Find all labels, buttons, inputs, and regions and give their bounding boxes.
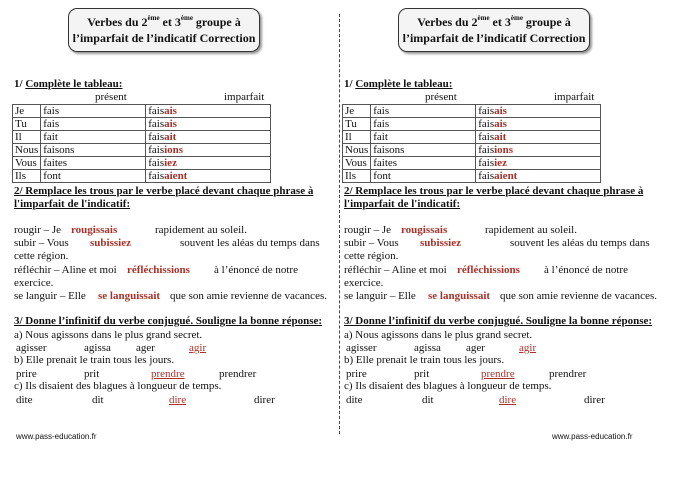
worksheet-right — [330, 0, 660, 480]
sentence-3-end: à l’énoncé de notre — [544, 264, 628, 276]
sentence-2-end: souvent les aléas du temps dans — [510, 237, 650, 249]
conjugation-table — [342, 104, 601, 183]
imparfait-form: faisaient — [476, 170, 601, 183]
present-form: font — [41, 170, 146, 183]
imparfait-form: faisait — [146, 131, 271, 144]
pronoun: Je — [13, 105, 41, 118]
answer-1: rougissais — [401, 224, 448, 236]
answer-1: rougissais — [71, 224, 118, 236]
imparfait-form: faisiez — [476, 157, 601, 170]
worksheet-left — [0, 0, 330, 480]
question-b: b) Elle prenait le train tous les jours. — [344, 354, 505, 366]
sentence-2-cont: cette région. — [14, 250, 69, 262]
exercise-3-heading: 3/ Donne l’infinitif du verbe conjugué. Souligne la bonne réponse: — [14, 315, 323, 327]
present-form: faisons — [371, 144, 476, 157]
sentence-1: rougir – Je — [14, 224, 62, 236]
sentence-3-cont: exercice. — [344, 277, 384, 289]
sentence-2-end: souvent les aléas du temps dans — [180, 237, 320, 249]
option[interactable]: agissa — [84, 342, 111, 354]
imparfait-form: faisiez — [146, 157, 271, 170]
question-c: c) Ils disaient des blagues à longueur de temps. — [344, 380, 552, 392]
sentence-1: rougir – Je — [344, 224, 392, 236]
option[interactable]: prendrer — [219, 368, 257, 380]
option-correct[interactable]: dire — [499, 394, 517, 406]
present-form: fait — [371, 131, 476, 144]
pronoun: Vous — [13, 157, 41, 170]
option[interactable]: dite — [346, 394, 363, 406]
option[interactable]: prire — [346, 368, 367, 380]
column-imparfait: imparfait — [554, 91, 595, 103]
table-row — [13, 157, 271, 170]
pronoun: Tu — [13, 118, 41, 131]
ending: ais — [494, 105, 507, 117]
exercise-2-heading: 2/ Remplace les trous par le verbe placé devant chaque phrase à l'imparfait de l'indicatif: — [344, 185, 644, 210]
question-a: a) Nous agissons dans le plus grand secret. — [344, 329, 533, 341]
imparfait-form: faisions — [146, 144, 271, 157]
present-form: fais — [41, 118, 146, 131]
column-present: présent — [425, 91, 457, 103]
sentence-4-end: que son amie revienne de vacances. — [500, 290, 657, 302]
table-row — [343, 157, 601, 170]
option[interactable]: ager — [466, 342, 485, 354]
imparfait-form: faisais — [146, 105, 271, 118]
answer-2: subissiez — [90, 237, 131, 249]
option[interactable]: dit — [92, 394, 104, 406]
footer-url: www.pass-education.fr — [552, 432, 633, 441]
pronoun: Nous — [13, 144, 41, 157]
exercise-3-heading: 3/ Donne l’infinitif du verbe conjugué. Souligne la bonne réponse: — [344, 315, 653, 327]
pronoun: Ils — [13, 170, 41, 183]
pronoun: Vous — [343, 157, 371, 170]
ending: iez — [494, 157, 507, 169]
pronoun: Tu — [343, 118, 371, 131]
table-row — [343, 170, 601, 183]
sentence-2: subir – Vous — [14, 237, 69, 249]
sentence-2: subir – Vous — [344, 237, 399, 249]
ending: aient — [494, 170, 518, 182]
option-correct[interactable]: prendre — [151, 368, 185, 380]
option-correct[interactable]: agir — [519, 342, 537, 354]
question-a: a) Nous agissons dans le plus grand secret. — [14, 329, 203, 341]
option-correct[interactable]: agir — [189, 342, 207, 354]
imparfait-form: faisait — [476, 131, 601, 144]
title-box: Verbes du 2ème et 3ème groupe à l’imparfait de l’indicatif Correction — [398, 8, 590, 52]
pronoun: Je — [343, 105, 371, 118]
present-form: fais — [371, 118, 476, 131]
imparfait-form: faisions — [476, 144, 601, 157]
answer-4: se languissait — [428, 290, 491, 302]
table-row — [343, 144, 601, 157]
present-form: fais — [41, 105, 146, 118]
imparfait-form: faisais — [476, 118, 601, 131]
table-row — [343, 131, 601, 144]
option[interactable]: direr — [584, 394, 605, 406]
pronoun: Nous — [343, 144, 371, 157]
table-row — [13, 170, 271, 183]
pronoun: Ils — [343, 170, 371, 183]
table-row — [343, 118, 601, 131]
pronoun: Il — [13, 131, 41, 144]
ending: ais — [164, 118, 177, 130]
sentence-1-end: rapidement au soleil. — [485, 224, 577, 236]
title-box: Verbes du 2ème et 3ème groupe à l’imparfait de l’indicatif Correction — [68, 8, 260, 52]
option[interactable]: direr — [254, 394, 275, 406]
imparfait-form: faisaient — [146, 170, 271, 183]
ending: aient — [164, 170, 188, 182]
option[interactable]: agisser — [16, 342, 47, 354]
option[interactable]: agissa — [414, 342, 441, 354]
sentence-3: réfléchir – Aline et moi — [14, 264, 117, 276]
option-correct[interactable]: dire — [169, 394, 187, 406]
ending: ais — [494, 118, 507, 130]
option[interactable]: prendrer — [549, 368, 587, 380]
answer-2: subissiez — [420, 237, 461, 249]
sentence-3-end: à l’énoncé de notre — [214, 264, 298, 276]
present-form: faites — [371, 157, 476, 170]
sentence-4-end: que son amie revienne de vacances. — [170, 290, 327, 302]
table-row — [343, 105, 601, 118]
conjugation-table — [12, 104, 271, 183]
sentence-3-cont: exercice. — [14, 277, 54, 289]
option[interactable]: dite — [16, 394, 33, 406]
ending: ions — [494, 144, 514, 156]
option[interactable]: prit — [84, 368, 100, 380]
option[interactable]: agisser — [346, 342, 377, 354]
sentence-3: réfléchir – Aline et moi — [344, 264, 447, 276]
exercise-1-heading: 1/ Complète le tableau: — [344, 78, 453, 90]
question-c: c) Ils disaient des blagues à longueur de temps. — [14, 380, 222, 392]
ending: ait — [164, 131, 177, 143]
column-imparfait: imparfait — [224, 91, 265, 103]
cut-line — [339, 14, 340, 434]
answer-4: se languissait — [98, 290, 161, 302]
option-correct[interactable]: prendre — [481, 368, 515, 380]
question-b: b) Elle prenait le train tous les jours. — [14, 354, 175, 366]
table-row — [13, 118, 271, 131]
table-row — [13, 144, 271, 157]
option[interactable]: dit — [422, 394, 434, 406]
exercise-1-heading: 1/ Complète le tableau: — [14, 78, 123, 90]
table-row — [13, 105, 271, 118]
answer-3: réfléchissions — [457, 264, 520, 276]
option[interactable]: ager — [136, 342, 155, 354]
table-row — [13, 131, 271, 144]
present-form: fait — [41, 131, 146, 144]
present-form: faisons — [41, 144, 146, 157]
present-form: faites — [41, 157, 146, 170]
ending: ait — [494, 131, 507, 143]
ending: ais — [164, 105, 177, 117]
option[interactable]: prit — [414, 368, 430, 380]
answer-3: réfléchissions — [127, 264, 190, 276]
sentence-4: se languir – Elle — [14, 290, 86, 302]
imparfait-form: faisais — [476, 105, 601, 118]
sentence-1-end: rapidement au soleil. — [155, 224, 247, 236]
pronoun: Il — [343, 131, 371, 144]
sentence-2-cont: cette région. — [344, 250, 399, 262]
column-present: présent — [95, 91, 127, 103]
ending: ions — [164, 144, 184, 156]
footer-url: www.pass-education.fr — [16, 432, 97, 441]
option[interactable]: prire — [16, 368, 37, 380]
sentence-4: se languir – Elle — [344, 290, 416, 302]
present-form: fais — [371, 105, 476, 118]
present-form: font — [371, 170, 476, 183]
exercise-2-heading: 2/ Remplace les trous par le verbe placé devant chaque phrase à l'imparfait de l'indicatif: — [14, 185, 314, 210]
ending: iez — [164, 157, 177, 169]
imparfait-form: faisais — [146, 118, 271, 131]
